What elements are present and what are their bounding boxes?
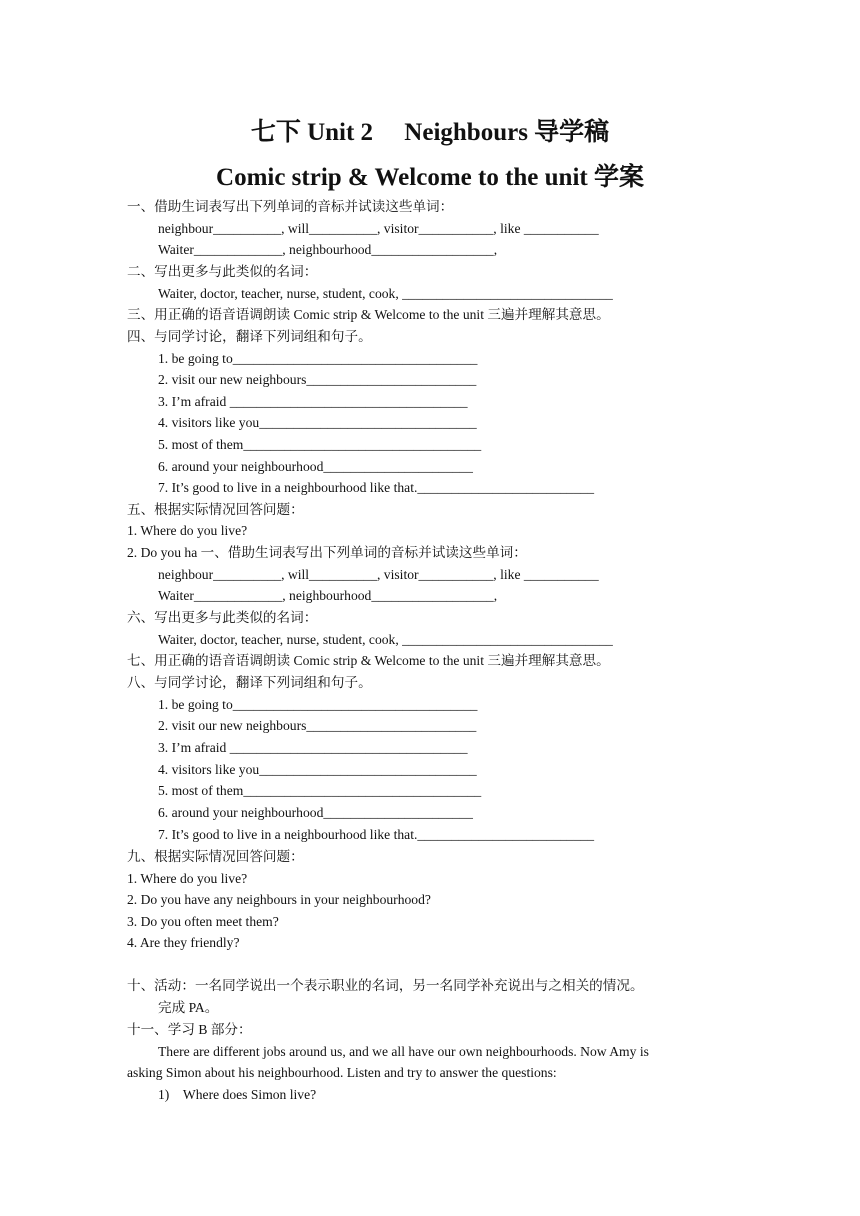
document-line: 4. visitors like you________________________________ (158, 415, 477, 430)
document-line: Waiter, doctor, teacher, nurse, student, cook, _______________________________ (158, 632, 613, 647)
document-line: neighbour__________, will__________, visitor___________, like ___________ (158, 221, 599, 236)
document-line: 十、活动：一名同学说出一个表示职业的名词，另一名同学补充说出与之相关的情况。 (127, 978, 644, 993)
document-line: 1) Where does Simon live? (158, 1087, 317, 1102)
document-line: 3. I’m afraid ___________________________________ (158, 740, 468, 755)
document-line: 三、用正确的语音语调朗读 Comic strip & Welcome to the unit 三遍并理解其意思。 (127, 307, 610, 322)
document-line: 八、与同学讨论，翻译下列词组和句子。 (127, 675, 372, 690)
document-line: 5. most of them___________________________________ (158, 783, 482, 798)
document-line: 十一、学习 B 部分： (127, 1022, 252, 1037)
document-line: 5. most of them___________________________________ (158, 437, 482, 452)
document-line: 四、与同学讨论，翻译下列词组和句子。 (127, 329, 372, 344)
document-line: 3. Do you often meet them? (127, 914, 279, 929)
document-line: 九、根据实际情况回答问题： (127, 849, 304, 864)
document-line: 4. visitors like you________________________________ (158, 762, 477, 777)
document-line: 1. be going to____________________________________ (158, 697, 478, 712)
document-line: neighbour__________, will__________, visitor___________, like ___________ (158, 567, 599, 582)
document-line: There are different jobs around us, and we all have our own neighbourhoods. Now Amy is (158, 1044, 649, 1059)
document-line: 2. visit our new neighbours_________________________ (158, 718, 477, 733)
document-line: asking Simon about his neighbourhood. Listen and try to answer the questions: (127, 1065, 557, 1080)
document-line: 7. It’s good to live in a neighbourhood like that.__________________________ (158, 827, 595, 842)
document-line: 六、写出更多与此类似的名词： (127, 610, 318, 625)
document-line: 完成 PA。 (158, 1000, 219, 1015)
document-line: 2. Do you have any neighbours in your neighbourhood? (127, 892, 431, 907)
document-line: 3. I’m afraid ___________________________________ (158, 394, 468, 409)
document-line: Waiter_____________, neighbourhood__________________, (158, 588, 498, 603)
document-line: Waiter_____________, neighbourhood__________________, (158, 242, 498, 257)
document-title-line-2: Comic strip & Welcome to the unit 学案 (216, 164, 644, 191)
document-line: 七、用正确的语音语调朗读 Comic strip & Welcome to the unit 三遍并理解其意思。 (127, 653, 610, 668)
document-line: 1. be going to____________________________________ (158, 351, 478, 366)
document-line: 1. Where do you live? (127, 871, 248, 886)
document-line: 二、写出更多与此类似的名词： (127, 264, 318, 279)
document-line: 6. around your neighbourhood______________________ (158, 459, 473, 474)
document-line: 6. around your neighbourhood______________________ (158, 805, 473, 820)
document-line: 4. Are they friendly? (127, 935, 240, 950)
document-line: 1. Where do you live? (127, 523, 248, 538)
document-line: 7. It’s good to live in a neighbourhood like that.__________________________ (158, 480, 595, 495)
document-line: 五、根据实际情况回答问题： (127, 502, 304, 517)
document-title-line-1: 七下 Unit 2 Neighbours 导学稿 (250, 119, 610, 146)
document-line: 一、借助生词表写出下列单词的音标并试读这些单词： (127, 199, 454, 214)
document-line: Waiter, doctor, teacher, nurse, student, cook, _______________________________ (158, 286, 613, 301)
document-line: 2. visit our new neighbours_________________________ (158, 372, 477, 387)
document-line: 2. Do you ha 一、借助生词表写出下列单词的音标并试读这些单词： (127, 545, 527, 560)
